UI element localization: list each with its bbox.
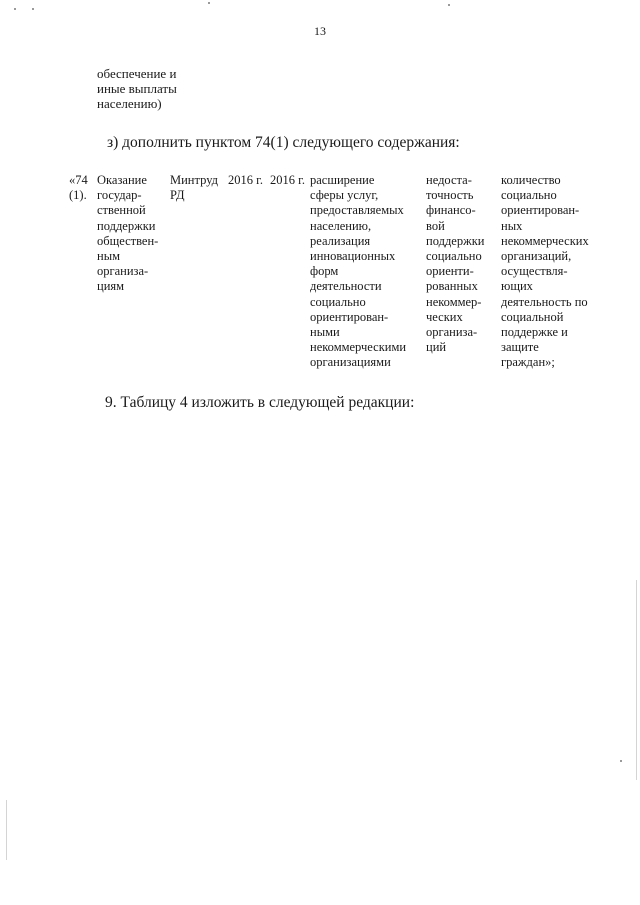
cell-line: защите xyxy=(501,340,539,355)
cell-line: некоммер- xyxy=(426,294,482,309)
cell-line: социальной xyxy=(501,309,564,324)
page-number: 13 xyxy=(314,24,326,38)
cell-line: населению, xyxy=(310,218,372,233)
cell-line: организа- xyxy=(426,325,478,340)
cell-line: финансо- xyxy=(426,203,476,218)
cell-result xyxy=(310,173,406,371)
cell-line: ческих xyxy=(426,309,463,324)
cell-line: вой xyxy=(426,218,445,233)
cell-end-year xyxy=(270,173,305,188)
cell-line: обеспечение и xyxy=(97,66,177,81)
paragraph-z: з) дополнить пунктом 74(1) следующего содержания: xyxy=(107,134,460,151)
scan-speck xyxy=(636,580,637,780)
paragraph-9: 9. Таблицу 4 изложить в следующей редакции: xyxy=(105,394,415,411)
cell-indicator xyxy=(501,173,589,371)
cell-name xyxy=(97,173,158,295)
cell-line: осуществля- xyxy=(501,264,568,279)
cell-line: ных xyxy=(501,218,523,233)
cell-executor xyxy=(170,173,218,203)
cell-line: ориентирован- xyxy=(310,309,389,324)
scan-speck xyxy=(448,4,450,6)
cell-line: реализация xyxy=(310,233,371,248)
cell-line: циям xyxy=(97,279,125,294)
scan-speck xyxy=(620,760,622,762)
cell-start-year xyxy=(228,173,263,188)
scan-speck xyxy=(32,8,34,10)
cell-line: организациями xyxy=(310,355,391,370)
cell-line: 2016 г. xyxy=(228,173,263,187)
cell-line: социально xyxy=(426,249,482,264)
cell-line: «74 xyxy=(69,173,88,187)
cell-line: ными xyxy=(310,325,340,340)
cell-line: количество xyxy=(501,173,561,187)
cell-line: организаций, xyxy=(501,249,572,264)
cell-line: деятельность по xyxy=(501,294,588,309)
cell-line: рованных xyxy=(426,279,478,294)
cell-line: инновационных xyxy=(310,249,396,264)
cell-number xyxy=(69,173,88,203)
cell-line: ственной xyxy=(97,203,146,218)
cell-line: (1). xyxy=(69,188,87,203)
cell-line: иные выплаты xyxy=(97,81,177,96)
cell-line: ориентирован- xyxy=(501,203,580,218)
cell-line: Оказание xyxy=(97,173,147,187)
cell-line: ющих xyxy=(501,279,533,294)
cell-line: ным xyxy=(97,249,120,264)
cell-line: расширение xyxy=(310,173,375,187)
cell-line: точность xyxy=(426,188,474,203)
cell-line: ориенти- xyxy=(426,264,474,279)
cell-line: форм xyxy=(310,264,339,279)
cell-line: ций xyxy=(426,340,447,355)
cell-line: недоста- xyxy=(426,173,472,187)
cell-line: поддержке и xyxy=(501,325,568,340)
cell-line: деятельности xyxy=(310,279,382,294)
cell-line: некоммерческих xyxy=(501,233,589,248)
continued-cell xyxy=(97,66,207,111)
cell-line: граждан»; xyxy=(501,355,555,370)
cell-line: населению) xyxy=(97,96,162,111)
cell-line: поддержки xyxy=(97,218,156,233)
cell-line: предоставляемых xyxy=(310,203,404,218)
cell-line: социально xyxy=(310,294,366,309)
cell-line: РД xyxy=(170,188,185,203)
cell-line: социально xyxy=(501,188,557,203)
cell-line: сферы услуг, xyxy=(310,188,379,203)
cell-risk xyxy=(426,173,485,355)
cell-line: поддержки xyxy=(426,233,485,248)
scan-speck xyxy=(14,8,16,10)
scan-speck xyxy=(208,2,210,4)
cell-line: 2016 г. xyxy=(270,173,305,187)
cell-line: некоммерческими xyxy=(310,340,407,355)
cell-line: организа- xyxy=(97,264,149,279)
cell-line: обществен- xyxy=(97,233,159,248)
cell-line: Минтруд xyxy=(170,173,219,187)
scan-speck xyxy=(6,800,7,860)
cell-line: государ- xyxy=(97,188,142,203)
